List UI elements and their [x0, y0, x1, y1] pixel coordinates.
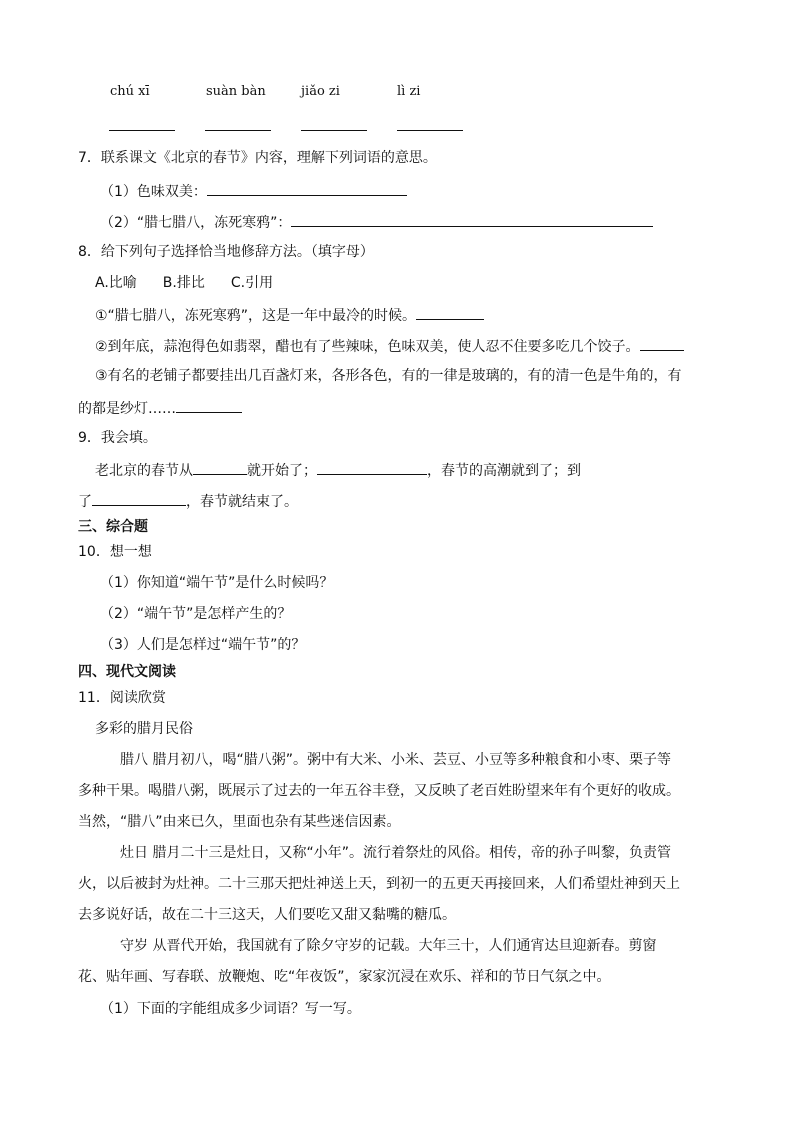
answer-blank-2[interactable]: [205, 130, 271, 131]
question-9-title: 9．我会填。: [78, 430, 157, 446]
reading-heading: 多彩的腊月民俗: [95, 721, 193, 737]
question-8-title: 8．给下列句子选择恰当地修辞方法。（填字母）: [78, 244, 374, 260]
question-8-sentence-2: ②到年底，蒜泡得色如翡翠，醋也有了些辣味，色味双美，使人忍不住要多吃几个饺子。: [95, 336, 684, 356]
answer-blank[interactable]: [640, 336, 684, 351]
reading-paragraph-2a: 灶日 腊月二十三是灶日，又称“小年”。流行着祭灶的风俗。相传，帝的孙子叫黎，负责管: [120, 845, 671, 861]
answer-blank[interactable]: [207, 181, 407, 196]
answer-blank[interactable]: [291, 212, 653, 227]
question-8-options: [95, 274, 273, 292]
section-4-heading: 四、现代文阅读: [78, 664, 176, 680]
question-10-item-3: （3）人们是怎样过“端午节”的？: [100, 637, 306, 653]
option-c: C.引用: [230, 275, 274, 291]
answer-blank[interactable]: [176, 398, 242, 413]
answer-blank[interactable]: [92, 491, 186, 506]
option-b: B.排比: [162, 275, 205, 291]
reading-paragraph-1a: 腊八 腊月初八，喝“腊八粥”。粥中有大米、小米、芸豆、小豆等多种粮食和小枣、栗子等: [120, 752, 671, 768]
pinyin-jiaozi: jiǎo zi: [301, 84, 340, 99]
reading-paragraph-1c: 当然，“腊八”由来已久，里面也杂有某些迷信因素。: [78, 814, 401, 830]
question-10-item-2: （2）“端午节”是怎样产生的？: [100, 606, 292, 622]
question-7-item-1: （1）色味双美：: [100, 181, 407, 201]
answer-blank-1[interactable]: [109, 130, 175, 131]
question-9-line-2: 了 ，春节就结束了。: [78, 491, 298, 511]
reading-paragraph-2c: 去多说好话，故在二十三这天，人们要吃又甜又黏嘴的糖瓜。: [78, 907, 456, 923]
question-11-sub-1: （1）下面的字能组成多少词语？写一写。: [100, 1001, 361, 1017]
reading-paragraph-3b: 花、贴年画、写春联、放鞭炮、吃“年夜饭”，家家沉浸在欢乐、祥和的节日气氛之中。: [78, 969, 611, 985]
question-10-item-1: （1）你知道“端午节”是什么时候吗？: [100, 575, 334, 591]
question-11-title: 11．阅读欣赏: [78, 690, 166, 706]
question-7-title: 7．联系课文《北京的春节》内容，理解下列词语的意思。: [78, 150, 437, 166]
reading-paragraph-3a: 守岁 从晋代开始，我国就有了除夕守岁的记载。大年三十，人们通宵达旦迎新春。剪窗: [120, 938, 657, 954]
section-3-heading: 三、综合题: [78, 519, 148, 535]
answer-blank[interactable]: [416, 305, 484, 320]
answer-blank-4[interactable]: [397, 130, 463, 131]
pinyin-suanban: suàn bàn: [206, 84, 266, 99]
option-a: A.比喻: [95, 275, 137, 291]
pinyin-lizi: lì zi: [397, 84, 421, 99]
question-7-item-2: （2）“腊七腊八，冻死寒鸦”：: [100, 212, 653, 232]
question-8-sentence-1: ①“腊七腊八，冻死寒鸦”，这是一年中最冷的时候。: [95, 305, 484, 325]
answer-blank-3[interactable]: [301, 130, 367, 131]
reading-paragraph-1b: 多种干果。喝腊八粥，既展示了过去的一年五谷丰登，又反映了老百姓盼望来年有个更好的收成。: [78, 783, 680, 799]
reading-paragraph-2b: 火，以后被封为灶神。二十三那天把灶神送上天，到初一的五更天再接回来，人们希望灶神到天上: [78, 876, 680, 892]
question-10-title: 10．想一想: [78, 544, 152, 560]
answer-blank[interactable]: [317, 460, 427, 475]
question-8-sentence-3b: 的都是纱灯……: [78, 398, 242, 418]
answer-blank[interactable]: [193, 460, 247, 475]
pinyin-chuxi: chú xī: [110, 84, 150, 99]
question-9-line-1: 老北京的春节从 就开始了； ，春节的高潮就到了；到: [95, 460, 581, 480]
question-8-sentence-3a: ③有名的老铺子都要挂出几百盏灯来，各形各色，有的一律是玻璃的，有的清一色是牛角的，有: [95, 368, 682, 384]
